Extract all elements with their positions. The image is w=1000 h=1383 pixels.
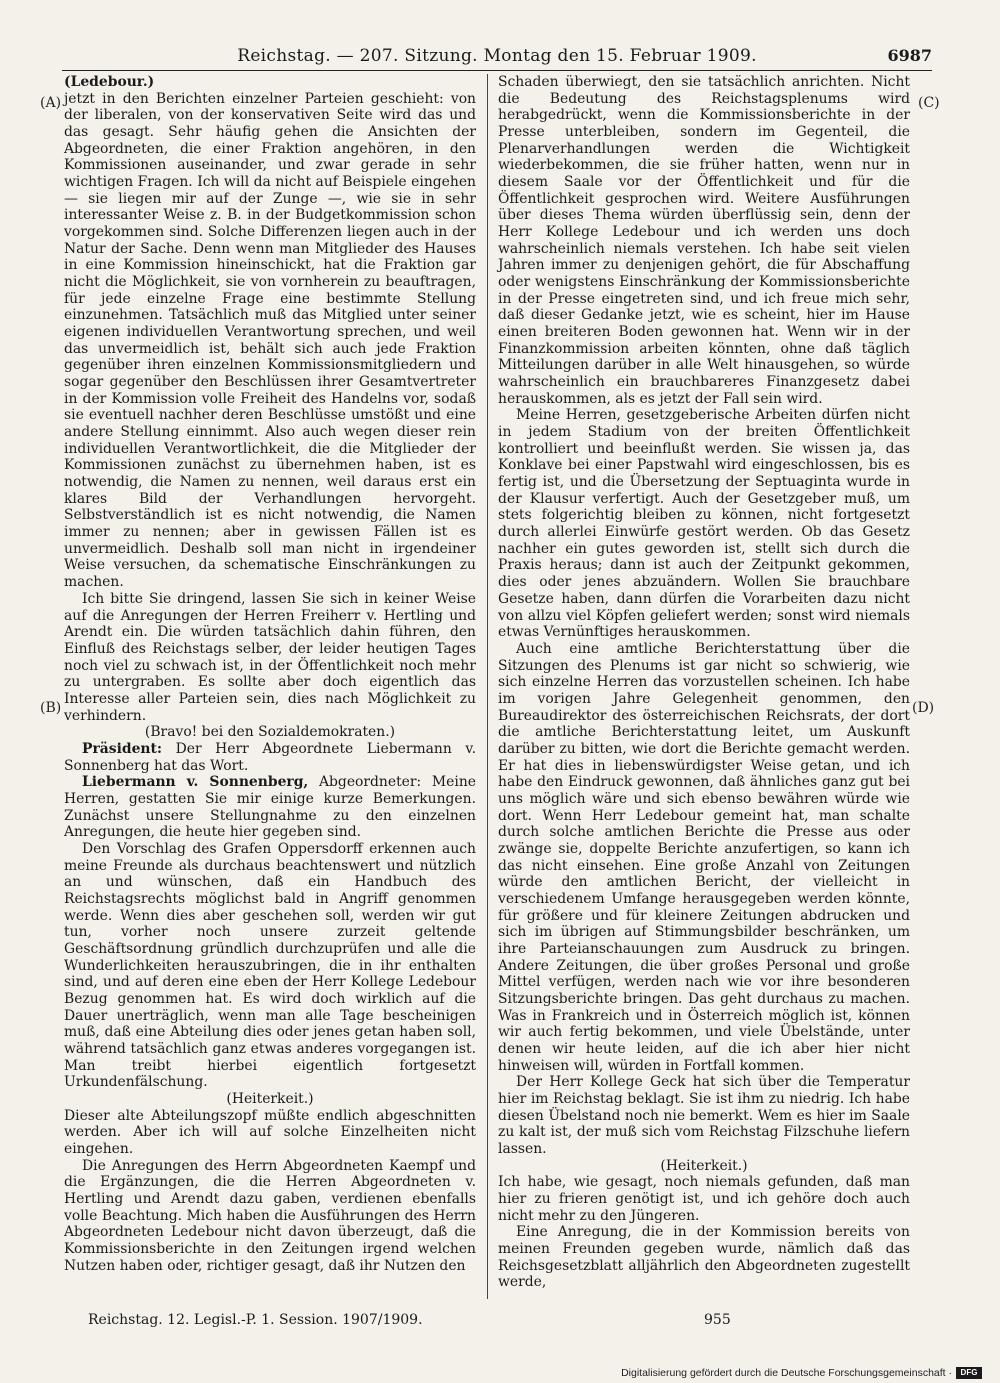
speaker-name: Liebermann v. Sonnenberg, [82, 774, 309, 791]
paragraph: jetzt in den Berichten einzelner Parteien geschieht: von der liberalen, von der konservativen Seite wird das und das gesagt. Sehr häufig gehen die Ansichten der Abgeordneten, die einer Fraktion angehören, in den Kommissionen auseinander, und zwar gerade in sehr wichtigen Fragen. Ich will da nicht auf Beispiele eingehen — sie liegen mir auf der Zunge —, wie sie in sehr interessanter Weise z. B. in der Budgetkommission schon vorgekommen sind. Solche Differenzen liegen auch in der Natur der Sache. Denn wenn man Mitglieder des Hauses in eine Kommission hineinschickt, hat die Fraktion gar nicht die Möglichkeit, sie von vornherein zu beauftragen, für jede einzelne Frage eine bestimmte Stellung einzunehmen. Tatsächlich muß das Mitglied unter seiner eigenen individuellen Verantwortung sprechen, und weil das unvermeidlich ist, behält sich auch jede Fraktion gegenüber ihren einzelnen Kommissionsmitgliedern und sogar gegenüber den Beschlüssen ihrer Gesamtvertreter in der Kommission volle Freiheit des Handelns vor, sodaß sie eventuell nachher deren Beschlüsse umstößt und eine andere Stellung einnimmt. Also auch wegen dieser rein individuellen Verantwortlichkeit, die die Mitglieder der Kommissionen zunächst zu übernehmen haben, ist es notwendig, die Namen zu nennen, weil daraus erst ein klares Bild der Verhandlungen hervorgeht. Selbstverständlich ist es nicht notwendig, die Namen immer zu nennen; aber in gewissen Fällen ist es unvermeidlich. Deshalb soll man nicht in irgendeiner Weise versuchen, da schematische Einschränkungen zu machen. [64, 90, 476, 591]
paragraph: Schaden überwiegt, den sie tatsächlich anrichten. Nicht die Bedeutung des Reichstagsplenums wird herabgedrückt, wenn die Kommissionsberichte in der Presse unterbleiben, sondern im Gegenteil, die Plenarverhandlungen werden die Wichtigkeit wiederbekommen, die sie früher hatten, wenn nur in diesem Saale vor der Öffentlichkeit und für die Öffentlichkeit gesprochen wird. Weitere Ausführungen über dieses Thema würden überflüssig sein, denn der Herr Kollege Ledebour und ich werden uns doch wahrscheinlich niemals verstehen. Ich habe seit vielen Jahren immer zu denjenigen gehört, die für Abschaffung oder wenigstens Einschränkung der Kommissionsberichte in der Presse eingetreten sind, und ich freue mich sehr, daß dieser Gedanke jetzt, wie es scheint, hier im Hause einen breiteren Boden gewonnen hat. Wenn wir in der Finanzkommission arbeiten könnten, ohne daß täglich Mitteilungen darüber in alle Welt hinausgehen, so würde wahrscheinlich ein brauchbareres Finanzgesetz dabei herauskommen, als es jetzt der Fall sein wird. [498, 74, 910, 407]
president-statement [64, 741, 476, 774]
page-header [62, 44, 932, 71]
digitization-text: Digitalisierung gefördert durch die Deutsche Forschungsgemeinschaft · [621, 1367, 952, 1379]
president-label: Präsident: [82, 740, 163, 757]
interjection: (Heiterkeit.) [660, 1157, 748, 1174]
footer-sheet-number: 955 [704, 1312, 731, 1328]
paragraph: Dieser alte Abteilungszopf müßte endlich abgeschnitten werden. Aber ich will auf solche Einzelheiten nicht eingehen. [64, 1107, 476, 1157]
dfg-logo-icon: DFG [956, 1367, 982, 1379]
right-column [498, 74, 910, 1291]
speaker-text: Abgeordneter: Meine Herren, gestatten Sie mir einige kurze Bemerkungen. Zunächst unsere Stellungnahme zu den einzelnen Anregungen, die heute hier gegeben sind. [64, 774, 476, 841]
paragraph: Den Vorschlag des Grafen Oppersdorff erkennen auch meine Freunde als durchaus beachtenswert und nützlich an und wünschen, daß ein Handbuch des Reichstagsrechts möglichst bald in Angriff genommen werde. Wenn dies aber geschehen soll, werden wir gut tun, vorher noch unsere zurzeit geltende Geschäftsordnung gründlich durchzuprüfen und alle die Wunderlichkeiten herauszubringen, die in ihr enthalten sind, und auf deren eine eben der Herr Kollege Ledebour Bezug genommen hat. Es wird doch wirklich auf die Dauer unerträglich, wenn man alle Tage bescheinigen muß, daß eine Abteilung dies oder jenes getan haben soll, während tatsächlich ganz etwas anderes vorgegangen ist. Man treibt hierbei eigentlich fortgesetzt Urkundenfälschung. [64, 840, 476, 1091]
margin-letter-d: (D) [912, 700, 935, 716]
paragraph: Der Herr Kollege Geck hat sich über die Temperatur hier im Reichstag beklagt. Sie ist ihm zu niedrig. Ich habe diesen Übelstand noch nie bemerkt. Wem es hier im Saale zu kalt ist, der muß sich vom Reichstag Filzschuhe liefern lassen. [498, 1074, 910, 1157]
margin-letter-b: (B) [40, 700, 62, 716]
paragraph: Auch eine amtliche Berichterstattung über die Sitzungen des Plenums ist gar nicht so schwierig, wie sich einzelne Herren das vorzustellen scheinen. Ich habe im vorigen Jahre Gelegenheit genommen, den Bureaudirektor des österreichischen Reichsrats, der dort die amtliche Berichterstattung leitet, um Auskunft darüber zu bitten, wie dort die Berichte gemacht werden. Er hat dies in liebenswürdigster Weise getan, und ich habe den Eindruck gewonnen, daß ähnliches ganz gut bei uns möglich wäre und sich ebenso bewähren würde wie dort. Wenn Herr Ledebour gemeint hat, man schalte durch solche amtlichen Berichte die Presse aus oder zwänge sie, doppelte Berichte anzufertigen, so kann ich das nicht einsehen. Eine große Anzahl von Zeitungen würde den amtlichen Bericht, der vielleicht in verschiedenem Umfange herausgegeben werden könnte, für größere und für kleinere Zeitungen abdrucken und sich im übrigen auf Stimmungsbilder beschränken, um ihre Parteianschauungen zum Ausdruck zu bringen. Andere Zeitungen, die über großes Personal und große Mittel verfügen, werden nach wie vor ihre besonderen Sitzungsberichte bringen. Das geht durchaus zu machen. Was in Frankreich und in Österreich möglich ist, können wir auch fertig bekommen, und viele Übelstände, unter denen wir heute leiden, auf die ich aber hier nicht hinweisen will, würden in Fortfall kommen. [498, 640, 910, 1074]
interjection: (Bravo! bei den Sozialdemokraten.) [144, 724, 396, 741]
paragraph: Ich bitte Sie dringend, lassen Sie sich in keiner Weise auf die Anregungen der Herren Freiherr v. Hertling und Arendt ein. Die würden tatsächlich dahin führen, den Einfluß des Reichstags selber, der leider heutigen Tages noch viel zu schwach ist, in der Öffentlichkeit noch mehr zu untergraben. Es sollte aber doch eigentlich das Interesse aller Parteien sein, dies nach Möglichkeit zu verhindern. [64, 590, 476, 724]
president-text: Der Herr Abgeordnete Liebermann v. Sonnenberg hat das Wort. [64, 740, 476, 774]
footer-session-info: Reichstag. 12. Legisl.-P. 1. Session. 1907/1909. [88, 1312, 423, 1328]
paragraph: Meine Herren, gesetzgeberische Arbeiten dürfen nicht in jedem Stadium von der breiten Öffentlichkeit kontrolliert und beeinflußt werden. Sie wissen ja, das Konklave bei einer Papstwahl wird eingeschlossen, bis es fertig ist, und die Übersetzung der Septuaginta wurde in der Klausur verfertigt. Auch der Gesetzgeber muß, um stets folgerichtig bleiben zu können, nicht fortgesetzt durch allerlei Einwürfe gestört werden. Ob das Gesetz nachher ein gutes geworden ist, stellt sich durch die Praxis heraus; dann ist auch der Zeitpunkt gekommen, dies oder jenes abzuändern. Wollen Sie brauchbare Gesetze haben, dann dürfen die Vorarbeiten dazu nicht von allzu viel Köpfen geliefert werden; sonst wird niemals etwas Vernünftiges herauskommen. [498, 407, 910, 641]
column-divider [487, 74, 488, 1299]
paragraph: Eine Anregung, die in der Kommission bereits von meinen Freunden gegeben wurde, nämlich daß das Reichsgesetzblatt alljährlich den Abgeordneten zugestellt werde, [498, 1224, 910, 1291]
paragraph: Die Anregungen des Herrn Abgeordneten Kaempf und die Ergänzungen, die die Herren Abgeordneten v. Hertling und Arendt dazu gaben, verdienen ebenfalls volle Beachtung. Mich haben die Ausführungen des Herrn Abgeordneten Ledebour nicht davon überzeugt, daß die Kommissionsberichte in den Zeitungen irgend welchen Nutzen haben oder, richtiger gesagt, daß ihr Nutzen den [64, 1157, 476, 1274]
page-number: 6987 [887, 46, 932, 65]
margin-letter-c: (C) [918, 95, 940, 111]
margin-letter-a: (A) [40, 95, 62, 111]
header-title: Reichstag. — 207. Sitzung. Montag den 15. Februar 1909. [237, 46, 757, 66]
speaker-tag: (Ledebour.) [64, 74, 155, 90]
paragraph: Ich habe, wie gesagt, noch niemals gefunden, daß man hier zu frieren genötigt ist, und ich gehöre doch auch nicht mehr zu den Jüngeren. [498, 1174, 910, 1224]
interjection: (Heiterkeit.) [226, 1090, 314, 1107]
left-column [64, 74, 476, 1274]
speaker-statement [64, 774, 476, 841]
digitization-notice [621, 1367, 982, 1379]
